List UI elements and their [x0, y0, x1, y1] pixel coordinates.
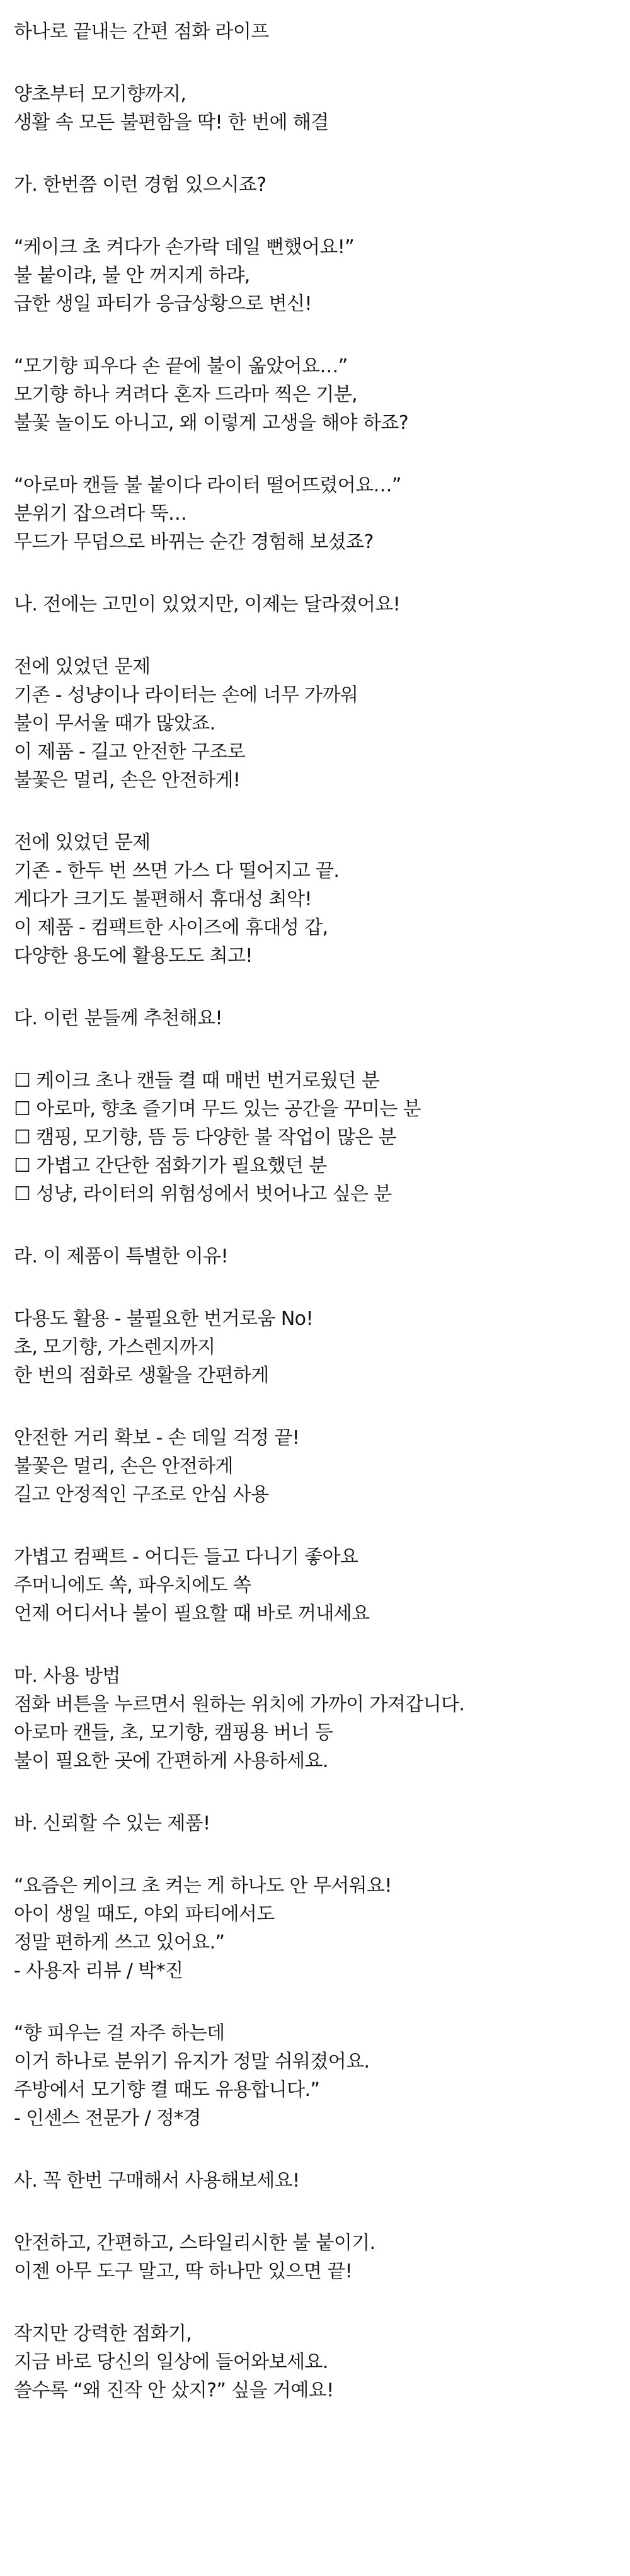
text-line: 점화 버튼을 누르면서 원하는 위치에 가까이 가져갑니다.: [14, 1693, 465, 1715]
text-line: 전에 있었던 문제: [14, 832, 151, 854]
text-paragraph: [14, 2320, 630, 2405]
text-line: ☐ 아로마, 향초 즐기며 무드 있는 공간을 꾸미는 분: [14, 1098, 421, 1120]
text-paragraph: [14, 1809, 630, 1838]
text-line: 게다가 크기도 불편해서 휴대성 최악!: [14, 888, 312, 910]
text-paragraph: [14, 590, 630, 619]
text-line: 초, 모기향, 가스렌지까지: [14, 1336, 215, 1358]
text-line: 이거 하나로 분위기 유지가 정말 쉬워졌어요.: [14, 2051, 370, 2073]
text-paragraph: [14, 828, 630, 970]
text-line: 정말 편하게 쓰고 있어요.”: [14, 1932, 225, 1954]
text-paragraph: [14, 1067, 630, 1208]
text-line: 가볍고 컴팩트 - 어디든 들고 다니기 좋아요: [14, 1546, 358, 1568]
text-line: 기존 - 성냥이나 라이터는 손에 너무 가까워: [14, 684, 358, 706]
text-line: ☐ 성냥, 라이터의 위험성에서 벗어나고 싶은 분: [14, 1183, 392, 1205]
text-paragraph: [14, 1872, 630, 1985]
text-line: 양초부터 모기향까지,: [14, 83, 186, 105]
text-paragraph: [14, 1543, 630, 1628]
text-line: 모기향 하나 켜려다 혼자 드라마 찍은 기분,: [14, 384, 358, 406]
text-line: 나. 전에는 고민이 있었지만, 이제는 달라졌어요!: [14, 593, 401, 615]
text-line: 다용도 활용 - 불필요한 번거로움 No!: [14, 1308, 313, 1330]
text-line: 바. 신뢰할 수 있는 제품!: [14, 1812, 210, 1835]
text-paragraph: [14, 2019, 630, 2132]
text-line: 불꽃은 멀리, 손은 안전하게: [14, 1455, 233, 1477]
text-line: 다. 이런 분들께 추천해요!: [14, 1007, 222, 1029]
text-paragraph: [14, 352, 630, 437]
text-line: 불이 필요한 곳에 간편하게 사용하세요.: [14, 1750, 328, 1772]
text-line: ☐ 케이크 초나 캔들 켤 때 매번 번거로웠던 분: [14, 1070, 380, 1092]
text-paragraph: [14, 1305, 630, 1390]
text-line: “모기향 피우다 손 끝에 불이 옮았어요…”: [14, 355, 348, 377]
text-paragraph: [14, 233, 630, 318]
document-title-block: [14, 18, 630, 46]
text-line: 언제 어디서나 불이 필요할 때 바로 꺼내세요: [14, 1603, 370, 1625]
text-paragraph: [14, 1004, 630, 1033]
text-line: ☐ 가볍고 간단한 점화기가 필요했던 분: [14, 1155, 327, 1177]
text-line: “향 피우는 걸 자주 하는데: [14, 2022, 225, 2044]
text-paragraph: [14, 1662, 630, 1775]
text-paragraph: [14, 171, 630, 199]
text-line: 급한 생일 파티가 응급상황으로 변신!: [14, 293, 312, 315]
text-line: 이젠 아무 도구 말고, 딱 하나만 있으면 끝!: [14, 2260, 352, 2282]
text-line: 한 번의 점화로 생활을 간편하게: [14, 1365, 269, 1387]
text-line: 가. 한번쯤 이런 경험 있으시죠?: [14, 174, 266, 196]
text-line: - 사용자 리뷰 / 박*진: [14, 1960, 183, 1982]
text-line: 안전하고, 간편하고, 스타일리시한 불 붙이기.: [14, 2232, 375, 2254]
text-line: 라. 이 제품이 특별한 이유!: [14, 1245, 228, 1268]
text-line: “케이크 초 켜다가 손가락 데일 뻔했어요!”: [14, 236, 355, 258]
text-line: 사. 꼭 한번 구매해서 사용해보세요!: [14, 2170, 300, 2192]
text-line: 아로마 캔들, 초, 모기향, 캠핑용 버너 등: [14, 1722, 333, 1744]
text-line: 주방에서 모기향 켤 때도 유용합니다.”: [14, 2079, 320, 2101]
text-line: 불꽃은 멀리, 손은 안전하게!: [14, 769, 241, 791]
text-line: 이 제품 - 길고 안전한 구조로: [14, 741, 246, 763]
text-line: “아로마 캔들 불 붙이다 라이터 떨어뜨렸어요…”: [14, 474, 401, 496]
text-paragraph: [14, 1242, 630, 1271]
document-title: 하나로 끝내는 간편 점화 라이프: [14, 21, 269, 43]
text-paragraph: [14, 80, 630, 137]
text-line: 무드가 무덤으로 바뀌는 순간 경험해 보셨죠?: [14, 531, 374, 553]
text-paragraph: [14, 471, 630, 556]
text-line: 길고 안정적인 구조로 안심 사용: [14, 1484, 269, 1506]
text-line: 기존 - 한두 번 쓰면 가스 다 떨어지고 끝.: [14, 860, 340, 882]
text-line: - 인센스 전문가 / 정*경: [14, 2107, 201, 2129]
text-line: 작지만 강력한 점화기,: [14, 2323, 192, 2345]
text-paragraph: [14, 653, 630, 794]
text-paragraph: [14, 1424, 630, 1509]
text-line: 다양한 용도에 활용도도 최고!: [14, 945, 253, 967]
text-paragraph: [14, 2229, 630, 2286]
text-line: 전에 있었던 문제: [14, 656, 151, 678]
text-line: 지금 바로 당신의 일상에 들어와보세요.: [14, 2351, 328, 2373]
text-line: 불이 무서울 때가 많았죠.: [14, 713, 215, 735]
text-line: 주머니에도 쏙, 파우치에도 쏙: [14, 1574, 251, 1596]
text-paragraph: [14, 2167, 630, 2195]
text-line: 마. 사용 방법: [14, 1665, 120, 1687]
text-line: 안전한 거리 확보 - 손 데일 걱정 끝!: [14, 1427, 300, 1449]
text-line: 아이 생일 때도, 야외 파티에서도: [14, 1903, 275, 1925]
text-line: 불 붙이랴, 불 안 꺼지게 하랴,: [14, 265, 250, 287]
text-line: 불꽃 놀이도 아니고, 왜 이렇게 고생을 해야 하죠?: [14, 412, 409, 434]
text-line: ☐ 캠핑, 모기향, 뜸 등 다양한 불 작업이 많은 분: [14, 1126, 397, 1148]
text-line: “요즘은 케이크 초 켜는 게 하나도 안 무서워요!: [14, 1875, 392, 1897]
text-line: 이 제품 - 컴팩트한 사이즈에 휴대성 갑,: [14, 917, 328, 939]
text-line: 생활 속 모든 불편함을 딱! 한 번에 해결: [14, 112, 329, 134]
text-line: 쓸수록 “왜 진작 안 샀지?” 싶을 거예요!: [14, 2379, 334, 2401]
text-line: 분위기 잡으려다 뚝…: [14, 503, 187, 525]
